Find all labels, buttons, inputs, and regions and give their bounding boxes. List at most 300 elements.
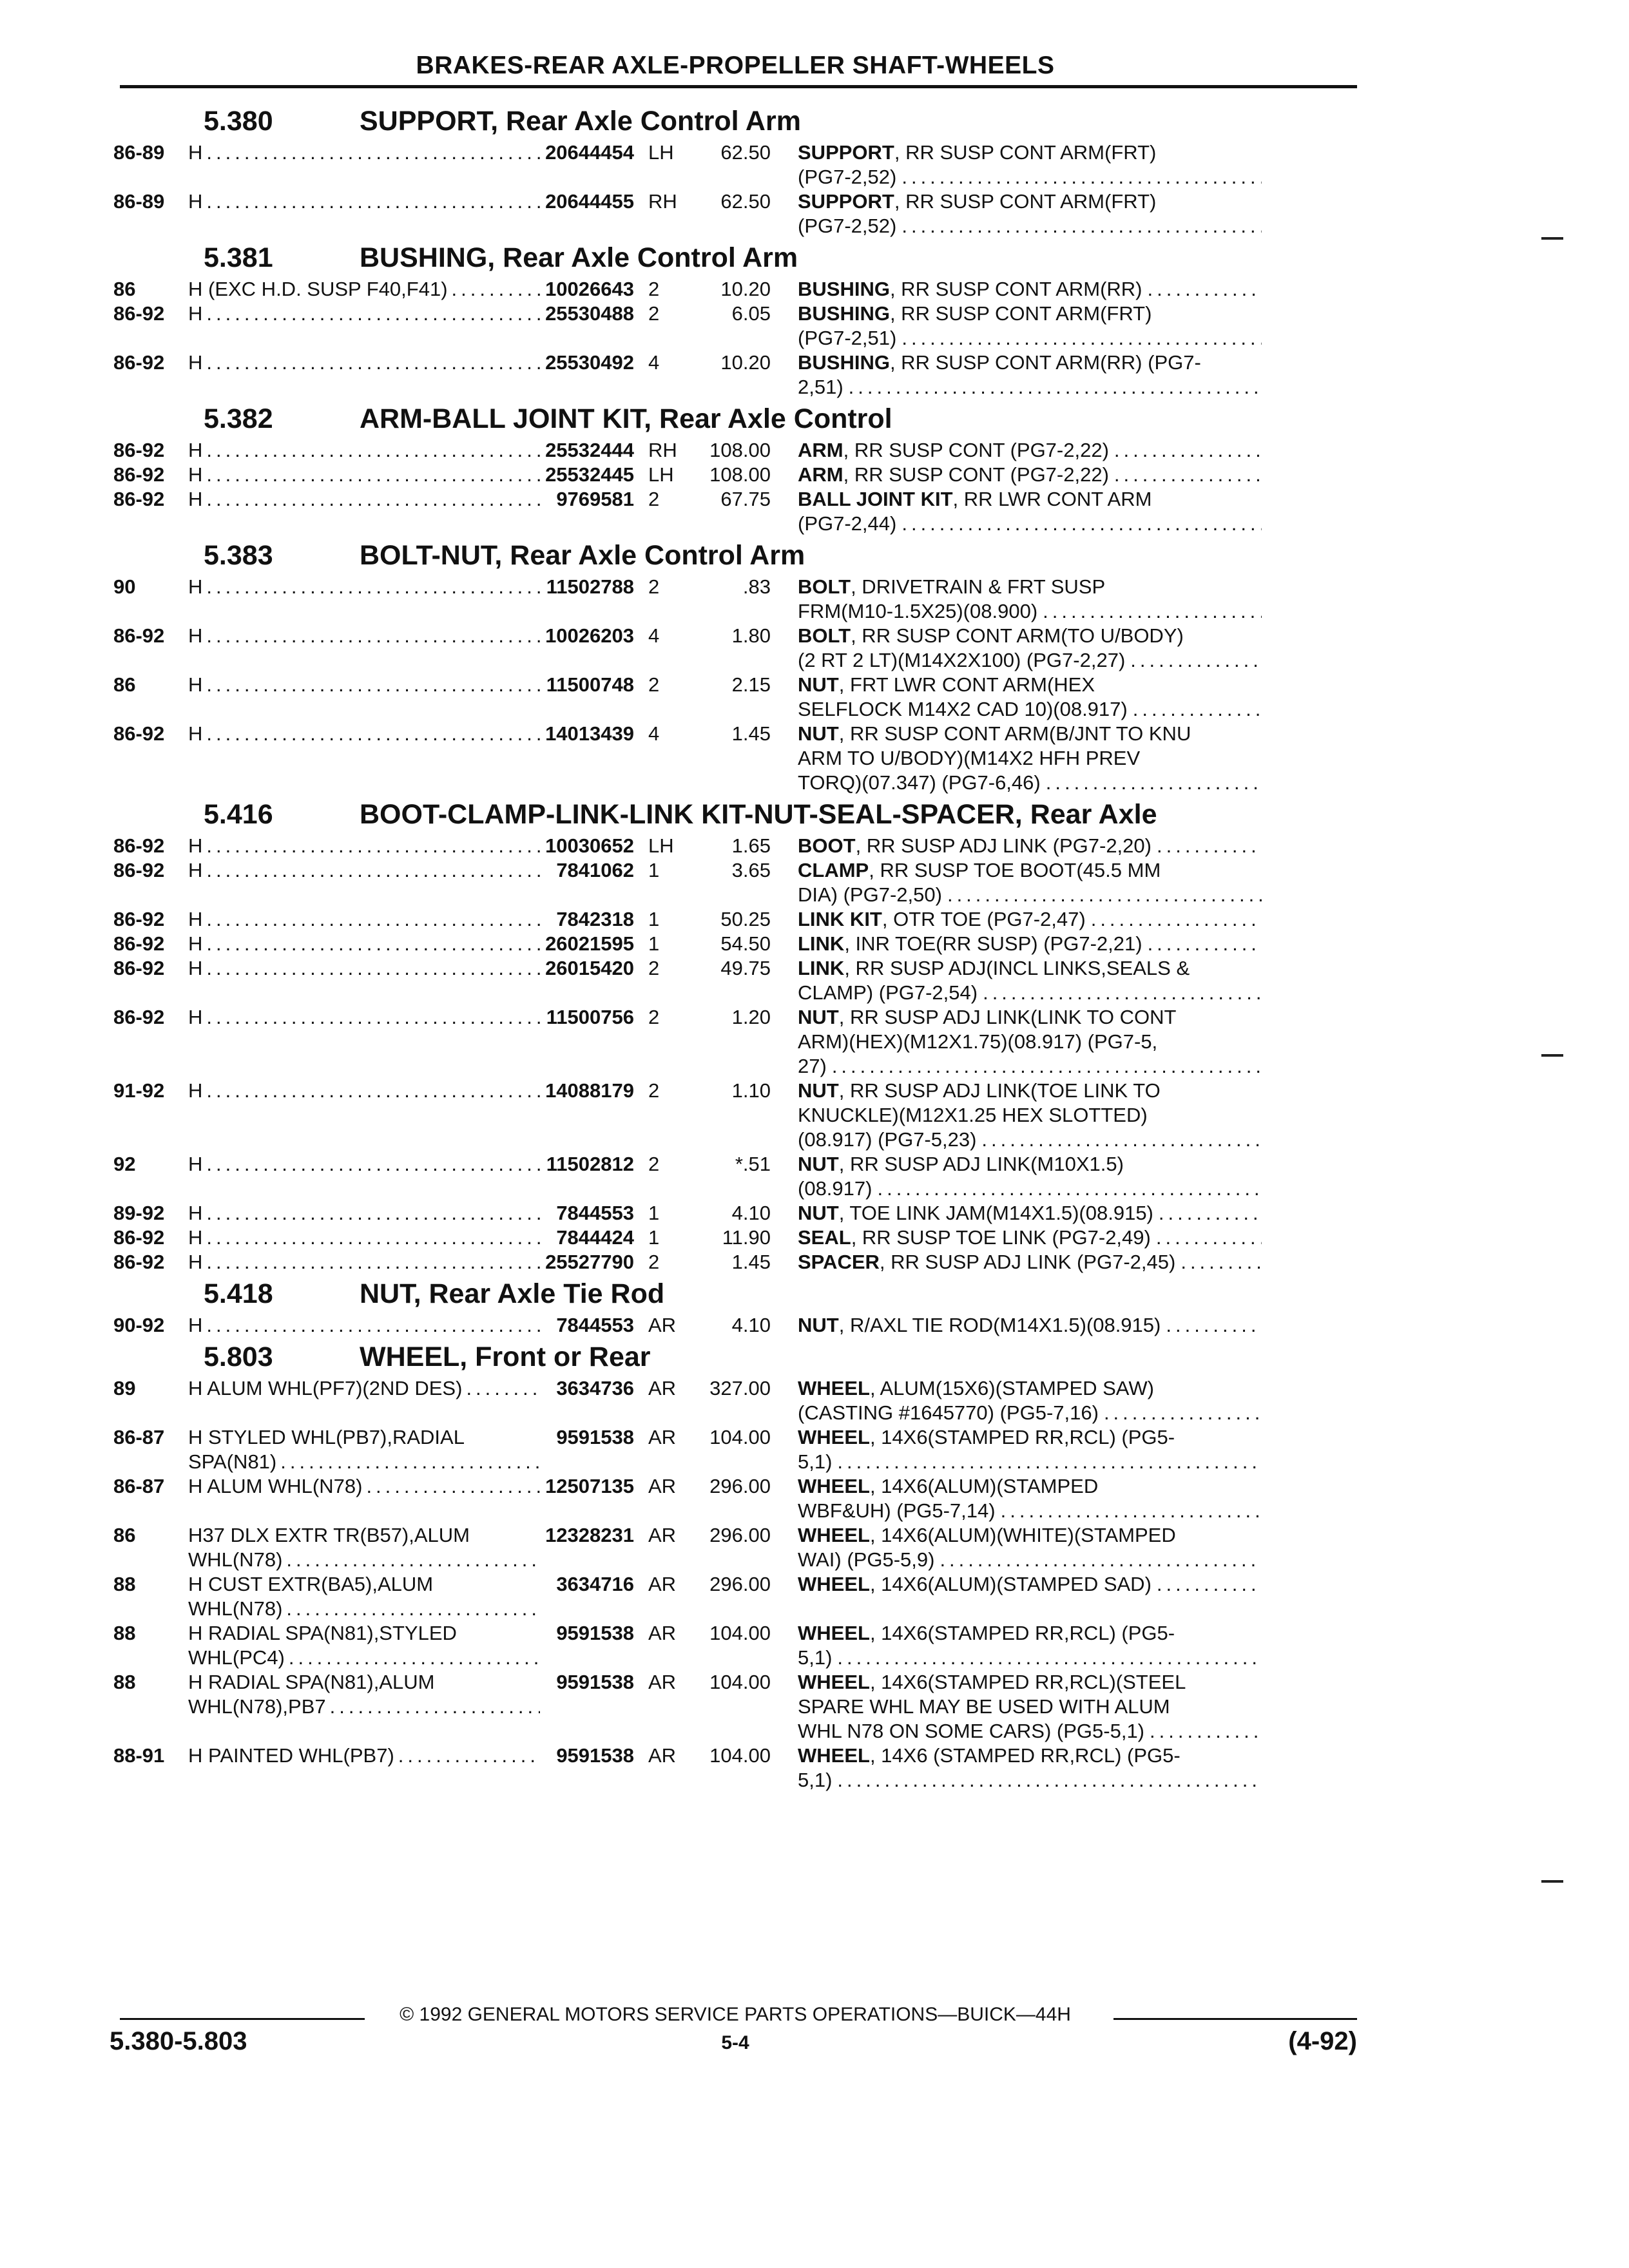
usage-line bbox=[188, 1005, 544, 1030]
price: 1.10 bbox=[731, 1079, 771, 1102]
catalog-section bbox=[113, 106, 1357, 238]
section-heading bbox=[113, 1278, 1357, 1313]
quantity: 4 bbox=[648, 624, 660, 647]
usage-line bbox=[188, 140, 544, 165]
part-name-keyword: SEAL bbox=[798, 1226, 851, 1249]
leader-dots bbox=[1148, 277, 1262, 302]
part-name-line bbox=[798, 1225, 1262, 1250]
part-name-text: , 14X6(ALUM)(STAMPED SAD) bbox=[869, 1573, 1152, 1595]
part-number: 7842318 bbox=[556, 908, 634, 930]
leader-dots bbox=[1001, 1499, 1262, 1523]
price: 1.65 bbox=[731, 834, 771, 857]
leader-dots bbox=[901, 214, 1262, 238]
part-row bbox=[113, 624, 1357, 673]
usage-description bbox=[188, 1523, 544, 1572]
leader-dots bbox=[901, 512, 1262, 536]
part-row bbox=[113, 907, 1357, 932]
usage-text: H37 DLX EXTR TR(B57),ALUM bbox=[188, 1524, 470, 1546]
model-years: 86-92 bbox=[113, 1226, 165, 1249]
price: 296.00 bbox=[709, 1573, 771, 1595]
usage-description bbox=[188, 1152, 544, 1201]
quantity: 2 bbox=[648, 278, 660, 300]
part-name-line bbox=[798, 1450, 1262, 1474]
part-name-text: SELFLOCK M14X2 CAD 10)(08.917) bbox=[798, 698, 1128, 720]
leader-dots bbox=[280, 1450, 540, 1474]
usage-description bbox=[188, 438, 544, 463]
part-name-keyword: WHEEL bbox=[798, 1475, 870, 1497]
price: 1.45 bbox=[731, 722, 771, 745]
part-name-text: (08.917) (PG7-5,23) bbox=[798, 1128, 977, 1151]
part-name-line bbox=[798, 956, 1262, 981]
leader-dots bbox=[1157, 1572, 1262, 1597]
part-name-line bbox=[798, 1744, 1262, 1768]
part-row bbox=[113, 1079, 1357, 1152]
quantity: LH bbox=[648, 141, 674, 164]
part-name-line bbox=[798, 438, 1262, 463]
usage-text: H bbox=[188, 141, 203, 164]
part-name-keyword: ARM bbox=[798, 439, 843, 461]
quantity: 2 bbox=[648, 1079, 660, 1102]
part-name-line bbox=[798, 1474, 1262, 1499]
quantity: AR bbox=[648, 1377, 677, 1399]
part-name-text: KNUCKLE)(M12X1.25 HEX SLOTTED) bbox=[798, 1104, 1148, 1126]
quantity: LH bbox=[648, 463, 674, 486]
part-name bbox=[798, 1225, 1262, 1250]
part-name-line bbox=[798, 351, 1262, 375]
quantity: RH bbox=[648, 439, 677, 461]
usage-line bbox=[188, 624, 544, 648]
part-name-text: , RR SUSP ADJ LINK (PG7-2,45) bbox=[879, 1251, 1176, 1273]
part-name-keyword: WHEEL bbox=[798, 1377, 870, 1399]
leader-dots bbox=[1130, 648, 1262, 673]
usage-line bbox=[188, 1376, 544, 1401]
part-name-line bbox=[798, 1621, 1262, 1646]
part-row bbox=[113, 1313, 1357, 1338]
usage-line bbox=[188, 277, 544, 302]
part-name-line bbox=[798, 1719, 1262, 1744]
margin-mark bbox=[1541, 237, 1563, 240]
section-title: BOLT-NUT, Rear Axle Control Arm bbox=[360, 540, 805, 571]
part-name-text: , RR SUSP CONT ARM(B/JNT TO KNU bbox=[838, 722, 1191, 745]
part-name bbox=[798, 438, 1262, 463]
usage-text: H bbox=[188, 575, 203, 598]
leader-dots bbox=[837, 1450, 1262, 1474]
leader-dots bbox=[940, 1548, 1262, 1572]
usage-description bbox=[188, 1250, 544, 1274]
part-name-text: , RR SUSP CONT (PG7-2,22) bbox=[843, 463, 1109, 486]
part-number: 9591538 bbox=[556, 1744, 634, 1767]
leader-dots bbox=[206, 463, 540, 487]
usage-text: H bbox=[188, 488, 203, 510]
part-name-text: , OTR TOE (PG7-2,47) bbox=[882, 908, 1086, 930]
model-years: 86-92 bbox=[113, 957, 165, 979]
leader-dots bbox=[206, 438, 540, 463]
quantity: 2 bbox=[648, 1251, 660, 1273]
quantity: LH bbox=[648, 834, 674, 857]
part-name-line bbox=[798, 1152, 1262, 1177]
part-name-text: , RR SUSP ADJ LINK(TOE LINK TO bbox=[838, 1079, 1161, 1102]
part-name bbox=[798, 722, 1262, 795]
part-name-line bbox=[798, 1250, 1262, 1274]
quantity: 1 bbox=[648, 1202, 660, 1224]
part-name-text: ARM TO U/BODY)(M14X2 HFH PREV bbox=[798, 747, 1141, 769]
price: 10.20 bbox=[720, 351, 771, 374]
quantity: 2 bbox=[648, 1153, 660, 1175]
part-name-line bbox=[798, 463, 1262, 487]
part-name-text: , RR SUSP CONT ARM(FRT) bbox=[894, 190, 1157, 213]
leader-dots bbox=[981, 1128, 1262, 1152]
catalog-section bbox=[113, 403, 1357, 536]
part-name-line bbox=[798, 722, 1262, 746]
usage-line bbox=[188, 907, 544, 932]
usage-line bbox=[188, 1152, 544, 1177]
usage-line bbox=[188, 487, 544, 512]
leader-dots bbox=[1091, 907, 1262, 932]
model-years: 86-92 bbox=[113, 859, 165, 881]
usage-description bbox=[188, 351, 544, 399]
usage-description bbox=[188, 1474, 544, 1523]
part-name-line bbox=[798, 1670, 1262, 1695]
leader-dots bbox=[286, 1597, 540, 1621]
part-name-text: (08.917) bbox=[798, 1177, 872, 1200]
part-name-text: DIA) (PG7-2,50) bbox=[798, 883, 942, 906]
price: 296.00 bbox=[709, 1524, 771, 1546]
part-row bbox=[113, 1225, 1357, 1250]
part-name bbox=[798, 487, 1262, 536]
usage-description bbox=[188, 1005, 544, 1079]
leader-dots bbox=[206, 487, 540, 512]
model-years: 86-92 bbox=[113, 908, 165, 930]
part-name-line bbox=[798, 1548, 1262, 1572]
usage-text: WHL(N78) bbox=[188, 1548, 283, 1571]
quantity: 2 bbox=[648, 957, 660, 979]
usage-text: H bbox=[188, 1314, 203, 1336]
price: 54.50 bbox=[720, 932, 771, 955]
part-name-text: , RR SUSP CONT ARM(FRT) bbox=[894, 141, 1157, 164]
leader-dots bbox=[206, 932, 540, 956]
part-name-keyword: NUT bbox=[798, 1006, 839, 1028]
usage-text: H bbox=[188, 834, 203, 857]
part-name-line bbox=[798, 165, 1262, 189]
part-number: 7844553 bbox=[556, 1314, 634, 1336]
part-name-keyword: ARM bbox=[798, 463, 843, 486]
usage-text: WHL(N78),PB7 bbox=[188, 1695, 326, 1718]
part-name-line bbox=[798, 375, 1262, 399]
part-name-line bbox=[798, 624, 1262, 648]
model-years: 86 bbox=[113, 673, 136, 696]
leader-dots bbox=[206, 673, 540, 697]
quantity: 2 bbox=[648, 488, 660, 510]
part-name-line bbox=[798, 214, 1262, 238]
part-name bbox=[798, 1474, 1262, 1523]
part-row bbox=[113, 351, 1357, 399]
part-name-line bbox=[798, 673, 1262, 697]
part-row bbox=[113, 189, 1357, 238]
part-name bbox=[798, 1313, 1262, 1338]
price: 108.00 bbox=[709, 463, 771, 486]
price: 104.00 bbox=[709, 1622, 771, 1644]
section-number: 5.381 bbox=[204, 242, 273, 273]
catalog-section bbox=[113, 1278, 1357, 1338]
leader-dots bbox=[206, 858, 540, 883]
section-title: NUT, Rear Axle Tie Rod bbox=[360, 1278, 665, 1309]
part-name-keyword: CLAMP bbox=[798, 859, 869, 881]
part-name bbox=[798, 1250, 1262, 1274]
leader-dots bbox=[947, 883, 1262, 907]
quantity: AR bbox=[648, 1671, 677, 1693]
part-name bbox=[798, 351, 1262, 399]
part-name-line bbox=[798, 932, 1262, 956]
part-row bbox=[113, 1474, 1357, 1523]
part-name bbox=[798, 302, 1262, 351]
usage-description bbox=[188, 1376, 544, 1425]
usage-text: H RADIAL SPA(N81),ALUM bbox=[188, 1671, 435, 1693]
usage-description bbox=[188, 1225, 544, 1250]
footer-page-number: 5-4 bbox=[721, 2032, 749, 2053]
part-name-line bbox=[798, 648, 1262, 673]
usage-description bbox=[188, 140, 544, 189]
price: 3.65 bbox=[731, 859, 771, 881]
model-years: 86 bbox=[113, 1524, 136, 1546]
usage-text: H (EXC H.D. SUSP F40,F41) bbox=[188, 278, 448, 300]
section-number: 5.382 bbox=[204, 403, 273, 434]
part-name-keyword: NUT bbox=[798, 1153, 839, 1175]
leader-dots bbox=[286, 1548, 540, 1572]
part-name-line bbox=[798, 302, 1262, 326]
part-name-line bbox=[798, 883, 1262, 907]
leader-dots bbox=[206, 140, 540, 165]
part-row bbox=[113, 140, 1357, 189]
usage-text: H bbox=[188, 673, 203, 696]
leader-dots bbox=[206, 1152, 540, 1177]
price: 6.05 bbox=[731, 302, 771, 325]
part-row bbox=[113, 858, 1357, 907]
part-name bbox=[798, 1670, 1262, 1744]
part-name-text: , RR SUSP TOE LINK (PG7-2,49) bbox=[851, 1226, 1151, 1249]
part-name-line bbox=[798, 1054, 1262, 1079]
part-number: 10026203 bbox=[545, 624, 634, 647]
usage-text: H bbox=[188, 463, 203, 486]
part-name bbox=[798, 1201, 1262, 1225]
parts-listing bbox=[113, 102, 1357, 1792]
section-title: BUSHING, Rear Axle Control Arm bbox=[360, 242, 798, 273]
quantity: 4 bbox=[648, 351, 660, 374]
leader-dots bbox=[1150, 1719, 1262, 1744]
price: 11.90 bbox=[722, 1226, 771, 1249]
leader-dots bbox=[206, 834, 540, 858]
usage-line bbox=[188, 1313, 544, 1338]
part-name-text: , RR LWR CONT ARM bbox=[952, 488, 1152, 510]
part-name-keyword: WHEEL bbox=[798, 1622, 870, 1644]
footer-date: (4-92) bbox=[1288, 2027, 1357, 2055]
model-years: 86-92 bbox=[113, 439, 165, 461]
part-name-line bbox=[798, 599, 1262, 624]
usage-description bbox=[188, 1079, 544, 1152]
leader-dots bbox=[466, 1376, 540, 1401]
price: 4.10 bbox=[731, 1314, 771, 1336]
part-name-line bbox=[798, 1425, 1262, 1450]
title-rule bbox=[120, 85, 1357, 88]
usage-text: H bbox=[188, 1202, 203, 1224]
leader-dots bbox=[832, 1054, 1262, 1079]
usage-line bbox=[188, 1079, 544, 1103]
price: 62.50 bbox=[720, 141, 771, 164]
part-name-line bbox=[798, 1376, 1262, 1401]
part-name-text: , RR SUSP CONT (PG7-2,22) bbox=[843, 439, 1109, 461]
leader-dots bbox=[206, 1250, 540, 1274]
part-name-line bbox=[798, 1030, 1262, 1054]
model-years: 86-92 bbox=[113, 722, 165, 745]
part-name-text: , 14X6(STAMPED RR,RCL) (PG5- bbox=[869, 1426, 1175, 1448]
catalog-section bbox=[113, 242, 1357, 399]
section-title: ARM-BALL JOINT KIT, Rear Axle Control bbox=[360, 403, 892, 434]
model-years: 92 bbox=[113, 1153, 136, 1175]
model-years: 86-89 bbox=[113, 141, 165, 164]
part-name-text: , RR SUSP ADJ(INCL LINKS,SEALS & bbox=[844, 957, 1190, 979]
usage-description bbox=[188, 463, 544, 487]
part-name-line bbox=[798, 1313, 1262, 1338]
part-name-keyword: NUT bbox=[798, 722, 839, 745]
part-name-keyword: BUSHING bbox=[798, 302, 890, 325]
quantity: 4 bbox=[648, 722, 660, 745]
part-number: 9769581 bbox=[556, 488, 634, 510]
model-years: 90 bbox=[113, 575, 136, 598]
usage-text: H PAINTED WHL(PB7) bbox=[188, 1744, 394, 1767]
margin-mark bbox=[1541, 1880, 1563, 1883]
usage-description bbox=[188, 932, 544, 956]
part-number: 20644455 bbox=[545, 190, 634, 213]
part-name-line bbox=[798, 1499, 1262, 1523]
leader-dots bbox=[1114, 438, 1262, 463]
leader-dots bbox=[1148, 932, 1262, 956]
part-name-keyword: WHEEL bbox=[798, 1573, 870, 1595]
section-number: 5.418 bbox=[204, 1278, 273, 1309]
part-name-text: , RR SUSP ADJ LINK(LINK TO CONT bbox=[838, 1006, 1177, 1028]
part-name-keyword: SPACER bbox=[798, 1251, 880, 1273]
part-number: 7841062 bbox=[556, 859, 634, 881]
part-row bbox=[113, 1425, 1357, 1474]
usage-text: H STYLED WHL(PB7),RADIAL bbox=[188, 1426, 465, 1448]
usage-text: H bbox=[188, 302, 203, 325]
part-name bbox=[798, 1621, 1262, 1670]
part-name-line bbox=[798, 1005, 1262, 1030]
part-row bbox=[113, 1376, 1357, 1425]
part-row bbox=[113, 1572, 1357, 1621]
usage-line bbox=[188, 834, 544, 858]
leader-dots bbox=[398, 1744, 540, 1768]
usage-text: H bbox=[188, 190, 203, 213]
leader-dots bbox=[206, 1313, 540, 1338]
usage-line bbox=[188, 1548, 544, 1572]
part-row bbox=[113, 1523, 1357, 1572]
part-number: 26015420 bbox=[545, 957, 634, 979]
usage-line bbox=[188, 1744, 544, 1768]
usage-description bbox=[188, 302, 544, 351]
usage-line bbox=[188, 1523, 544, 1548]
part-name-text: , RR SUSP TOE BOOT(45.5 MM bbox=[869, 859, 1161, 881]
model-years: 88 bbox=[113, 1573, 136, 1595]
part-row bbox=[113, 438, 1357, 463]
part-row bbox=[113, 1005, 1357, 1079]
leader-dots bbox=[206, 575, 540, 599]
quantity: AR bbox=[648, 1524, 677, 1546]
section-heading bbox=[113, 1341, 1357, 1376]
part-name-text: , 14X6(ALUM)(WHITE)(STAMPED bbox=[869, 1524, 1176, 1546]
part-name-line bbox=[798, 1177, 1262, 1201]
part-name bbox=[798, 1079, 1262, 1152]
part-row bbox=[113, 1744, 1357, 1792]
usage-description bbox=[188, 487, 544, 536]
part-number: 7844424 bbox=[556, 1226, 634, 1249]
part-name-line bbox=[798, 981, 1262, 1005]
part-name-keyword: BUSHING bbox=[798, 278, 890, 300]
part-name-text: , ALUM(15X6)(STAMPED SAW) bbox=[869, 1377, 1154, 1399]
price: 108.00 bbox=[709, 439, 771, 461]
part-name-line bbox=[798, 487, 1262, 512]
part-name-keyword: LINK bbox=[798, 957, 845, 979]
part-name bbox=[798, 575, 1262, 624]
price: 104.00 bbox=[709, 1744, 771, 1767]
model-years: 91-92 bbox=[113, 1079, 165, 1102]
part-row bbox=[113, 1670, 1357, 1744]
usage-line bbox=[188, 673, 544, 697]
usage-line bbox=[188, 1572, 544, 1597]
usage-line bbox=[188, 351, 544, 375]
part-number: 20644454 bbox=[545, 141, 634, 164]
catalog-section bbox=[113, 1341, 1357, 1792]
model-years: 86-92 bbox=[113, 351, 165, 374]
part-name-line bbox=[798, 771, 1262, 795]
leader-dots bbox=[206, 189, 540, 214]
leader-dots bbox=[849, 375, 1262, 399]
usage-line bbox=[188, 463, 544, 487]
model-years: 86-92 bbox=[113, 302, 165, 325]
model-years: 89-92 bbox=[113, 1202, 165, 1224]
price: 1.20 bbox=[731, 1006, 771, 1028]
part-row bbox=[113, 277, 1357, 302]
usage-text: H bbox=[188, 1226, 203, 1249]
part-name bbox=[798, 1152, 1262, 1201]
page-title: BRAKES-REAR AXLE-PROPELLER SHAFT-WHEELS bbox=[416, 52, 1055, 79]
part-name-text: ARM)(HEX)(M12X1.75)(08.917) (PG7-5, bbox=[798, 1030, 1158, 1053]
part-name bbox=[798, 189, 1262, 238]
quantity: 2 bbox=[648, 1006, 660, 1028]
quantity: AR bbox=[648, 1744, 677, 1767]
price: 10.20 bbox=[720, 278, 771, 300]
leader-dots bbox=[366, 1474, 540, 1499]
part-name-keyword: SUPPORT bbox=[798, 141, 894, 164]
part-name-keyword: WHEEL bbox=[798, 1426, 870, 1448]
part-number: 9591538 bbox=[556, 1622, 634, 1644]
part-name-text: TORQ)(07.347) (PG7-6,46) bbox=[798, 771, 1041, 794]
usage-line bbox=[188, 932, 544, 956]
leader-dots bbox=[1166, 1313, 1262, 1338]
quantity: 2 bbox=[648, 575, 660, 598]
part-name-line bbox=[798, 1201, 1262, 1225]
model-years: 88 bbox=[113, 1671, 136, 1693]
usage-text: WHL(N78) bbox=[188, 1597, 283, 1620]
usage-description bbox=[188, 834, 544, 858]
part-name-text: (PG7-2,51) bbox=[798, 327, 897, 349]
part-row bbox=[113, 956, 1357, 1005]
usage-line bbox=[188, 722, 544, 746]
leader-dots bbox=[1159, 1201, 1262, 1225]
leader-dots bbox=[901, 326, 1262, 351]
part-row bbox=[113, 1250, 1357, 1274]
part-number: 25527790 bbox=[545, 1251, 634, 1273]
price: 62.50 bbox=[720, 190, 771, 213]
part-name-line bbox=[798, 277, 1262, 302]
